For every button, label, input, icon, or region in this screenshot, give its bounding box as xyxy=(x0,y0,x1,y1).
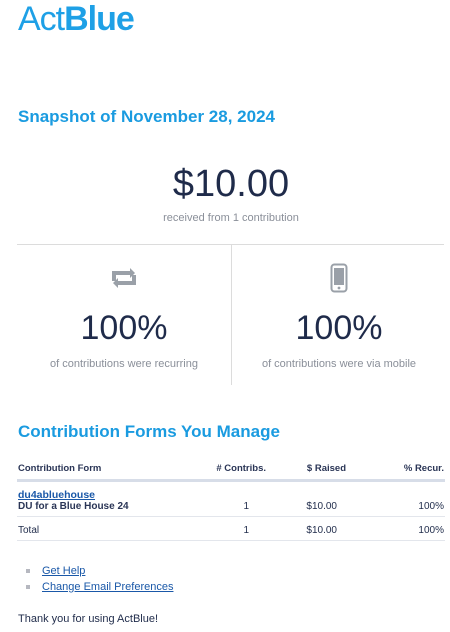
logo-text-blue: Blue xyxy=(64,0,134,38)
logo-text-act: Act xyxy=(18,0,65,38)
total-recur: 100% xyxy=(347,517,445,541)
total-raised: $10.00 xyxy=(267,517,347,541)
bullet-icon xyxy=(26,569,30,573)
recurring-label: of contributions were recurring xyxy=(50,358,198,370)
col-header-form: Contribution Form xyxy=(17,460,187,481)
footer-links xyxy=(26,563,173,595)
recurring-icon xyxy=(18,262,230,294)
total-label: Total xyxy=(17,517,187,541)
list-item xyxy=(26,579,173,595)
form-description: DU for a Blue House 24 xyxy=(18,501,129,512)
col-header-contribs: # Contribs. xyxy=(187,460,267,481)
row-contribs: 1 xyxy=(187,481,267,517)
total-contribs: 1 xyxy=(187,517,267,541)
list-item xyxy=(26,563,173,579)
thank-you-text: Thank you for using ActBlue! xyxy=(18,613,159,625)
contribution-forms-table xyxy=(17,460,445,541)
recurring-stat xyxy=(18,262,230,370)
snapshot-title: Snapshot of November 28, 2024 xyxy=(18,107,275,126)
total-amount-caption: received from 1 contribution xyxy=(163,212,299,224)
row-recur: 100% xyxy=(347,481,445,517)
recurring-percent: 100% xyxy=(80,309,168,347)
col-header-recur: % Recur. xyxy=(347,460,445,481)
forms-section-title: Contribution Forms You Manage xyxy=(18,422,280,441)
mobile-label: of contributions were via mobile xyxy=(261,358,417,370)
table-total-row xyxy=(17,517,445,541)
mobile-phone-icon xyxy=(233,262,445,294)
total-amount: $10.00 xyxy=(172,163,290,205)
stats-divider xyxy=(231,245,232,385)
form-link-du4abluehouse[interactable]: du4abluehouse xyxy=(18,489,96,501)
mobile-percent: 100% xyxy=(295,309,383,347)
change-email-preferences-link[interactable]: Change Email Preferences xyxy=(42,581,174,593)
actblue-logo xyxy=(18,0,134,38)
row-raised: $10.00 xyxy=(267,481,347,517)
table-row xyxy=(17,481,445,517)
bullet-icon xyxy=(26,585,30,589)
mobile-stat xyxy=(233,262,445,370)
col-header-raised: $ Raised xyxy=(267,460,347,481)
get-help-link[interactable]: Get Help xyxy=(42,565,86,577)
